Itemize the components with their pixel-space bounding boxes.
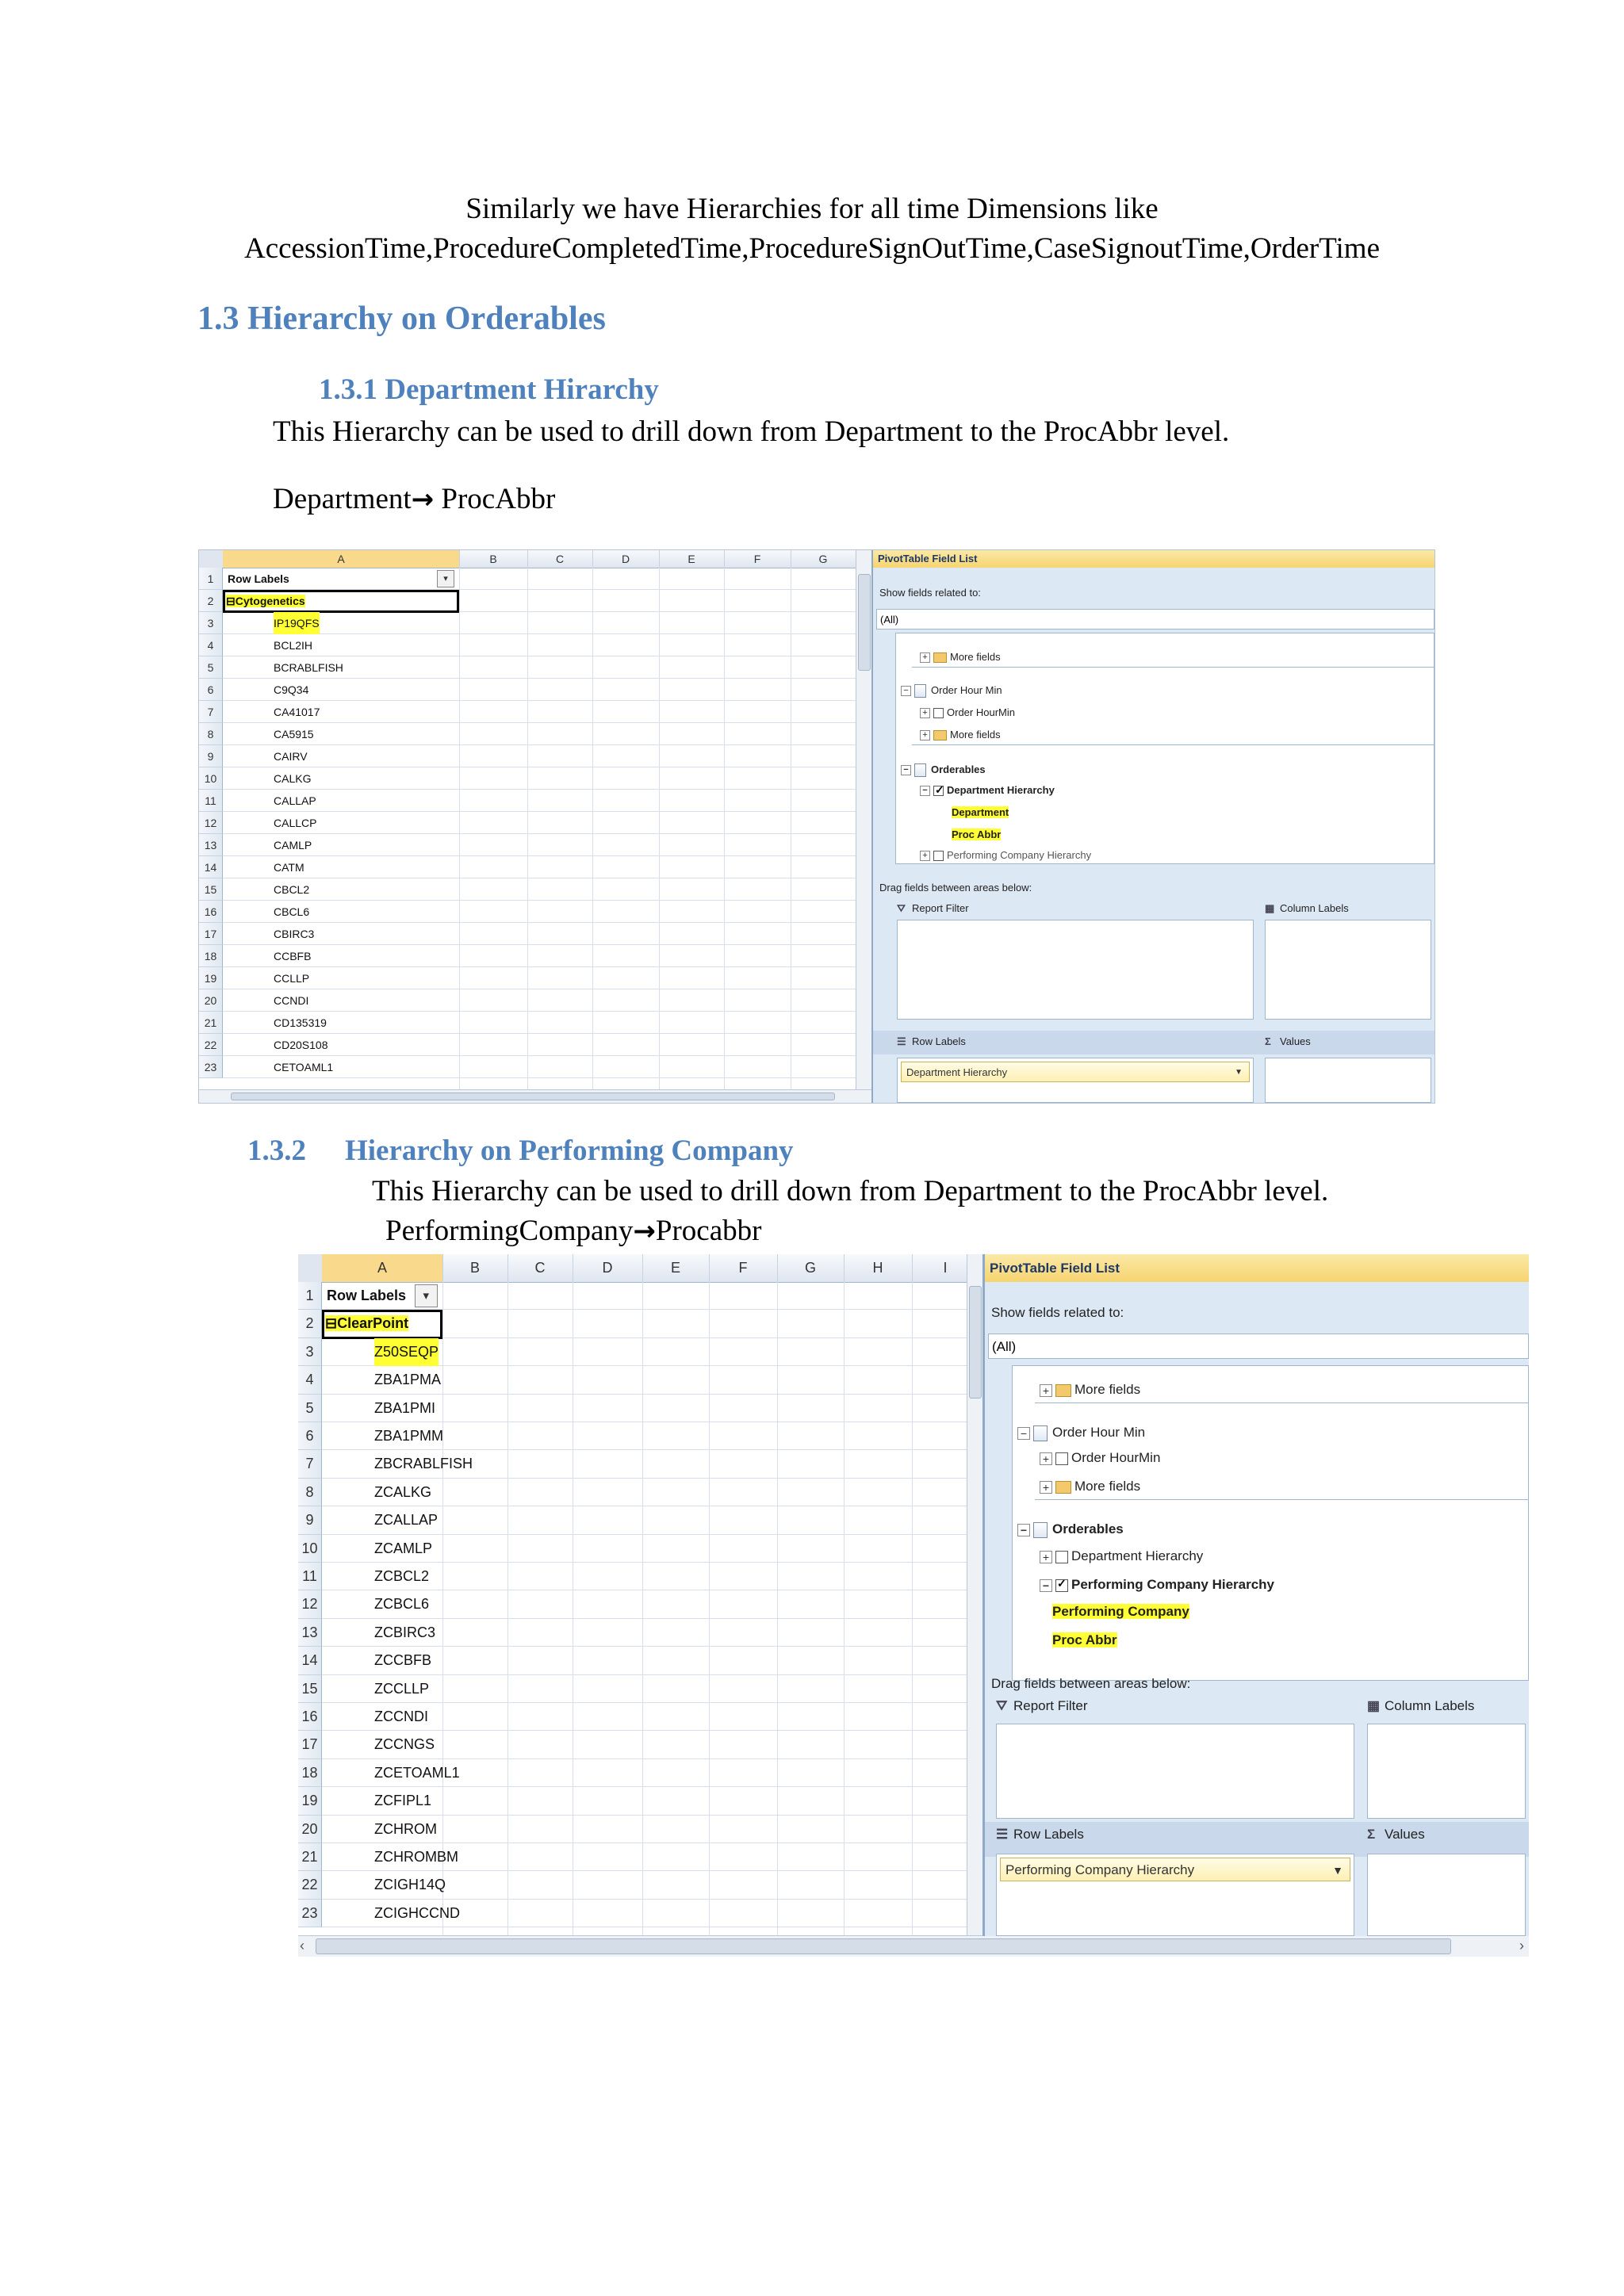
- row-item[interactable]: ZCCNGS: [374, 1736, 435, 1753]
- performing-company-hierarchy-item-label: Performing Company Hierarchy: [947, 849, 1092, 861]
- column-header-g[interactable]: G: [777, 1254, 845, 1282]
- active-cell-selection: [322, 1310, 442, 1338]
- department-level-label: Department: [952, 806, 1009, 818]
- row-item[interactable]: ZCCNDI: [374, 1709, 428, 1724]
- performing-company-hierarchy-item[interactable]: [920, 849, 1091, 861]
- order-hour-min-item-label: Order HourMin: [1071, 1450, 1161, 1465]
- row-item[interactable]: ZCHROMBM: [374, 1849, 458, 1865]
- row-item[interactable]: ZCBCL6: [374, 1596, 430, 1613]
- values-header-label: Values: [1280, 1035, 1311, 1047]
- order-hour-min-item[interactable]: [920, 706, 1015, 718]
- more-fields-item[interactable]: [1040, 1479, 1140, 1494]
- collapse-icon[interactable]: −: [901, 765, 911, 775]
- row-item[interactable]: ZBCRABLFISH: [374, 1456, 473, 1472]
- select-all-corner[interactable]: [298, 1254, 323, 1282]
- table-icon: [1033, 1522, 1048, 1538]
- row-field-chip[interactable]: [901, 1062, 1250, 1082]
- orderables-group-label: Orderables: [931, 763, 986, 775]
- department-level[interactable]: [952, 806, 1009, 818]
- department-path: [273, 480, 555, 519]
- expand-icon[interactable]: +: [920, 730, 930, 740]
- row-item[interactable]: CAMLP: [274, 839, 312, 851]
- show-fields-dropdown[interactable]: (All): [988, 1334, 1529, 1359]
- row-number[interactable]: 21: [199, 1012, 223, 1034]
- collapse-icon[interactable]: −: [901, 686, 911, 696]
- pivot-field-list-title: PivotTable Field List: [873, 550, 1434, 568]
- path-to: ProcAbbr: [434, 483, 556, 515]
- row-item[interactable]: CBCL6: [274, 905, 310, 918]
- row-item[interactable]: CCLLP: [274, 972, 310, 985]
- proc-abbr-level-label: Proc Abbr: [952, 828, 1002, 840]
- row-number[interactable]: 6: [298, 1422, 322, 1450]
- row-item[interactable]: CA41017: [274, 706, 320, 718]
- row-labels-header: Row Labels: [228, 572, 289, 585]
- worksheet-horizontal-scrollbar[interactable]: [298, 1935, 1529, 1957]
- folder-icon: [933, 730, 947, 740]
- section-1-3-1-body: This Hierarchy can be used to drill down from Department to the ProcAbbr level.: [273, 415, 1230, 448]
- row-number[interactable]: 10: [199, 767, 223, 790]
- row-item[interactable]: ZCFIPL1: [374, 1793, 432, 1809]
- column-header-bar: [298, 1254, 967, 1283]
- collapse-icon[interactable]: −: [920, 786, 930, 796]
- checkbox-checked-icon[interactable]: [933, 786, 944, 796]
- row-labels-header: [897, 1035, 966, 1048]
- row-number[interactable]: 21: [298, 1843, 322, 1871]
- row-number[interactable]: 18: [199, 945, 223, 967]
- row-item[interactable]: ZCHROM: [374, 1820, 437, 1837]
- show-fields-label: Show fields related to:: [991, 1305, 1124, 1320]
- values-area[interactable]: [1367, 1854, 1526, 1936]
- section-1-3-2-body: This Hierarchy can be used to drill down from Department to the ProcAbbr level.: [372, 1175, 1329, 1207]
- values-header: [1367, 1827, 1425, 1843]
- row-item[interactable]: CBIRC3: [274, 928, 315, 940]
- row-item[interactable]: BCL2IH: [274, 639, 313, 652]
- column-header-h[interactable]: H: [844, 1254, 913, 1282]
- column-labels-header-label: Column Labels: [1280, 902, 1349, 914]
- folder-icon: [1055, 1481, 1071, 1494]
- report-filter-area[interactable]: [897, 920, 1254, 1020]
- column-header-c[interactable]: C: [527, 550, 593, 568]
- row-item[interactable]: CBCL2: [274, 883, 310, 896]
- row-item[interactable]: ZBA1PMM: [374, 1428, 444, 1444]
- table-icon: [1033, 1425, 1048, 1441]
- row-number[interactable]: 1: [298, 1282, 322, 1310]
- row-field-chip[interactable]: [1000, 1858, 1350, 1881]
- row-item[interactable]: ZCBIRC3: [374, 1624, 436, 1640]
- row-number[interactable]: 2: [298, 1310, 322, 1337]
- row-number[interactable]: 14: [199, 856, 223, 878]
- row-item[interactable]: ZCBCL2: [374, 1568, 430, 1584]
- pivot-field-list-title: PivotTable Field List: [985, 1254, 1529, 1282]
- row-number[interactable]: 8: [199, 723, 223, 745]
- row-item[interactable]: CETOAML1: [274, 1061, 334, 1073]
- order-hour-min-group-label: Order Hour Min: [1052, 1425, 1146, 1440]
- row-field-label: Department Hierarchy: [906, 1066, 1008, 1078]
- expand-icon[interactable]: +: [920, 851, 930, 861]
- pivot-field-list-pane: [871, 550, 1434, 1103]
- row-number[interactable]: 20: [298, 1816, 322, 1843]
- department-hierarchy-item[interactable]: [1040, 1548, 1203, 1564]
- column-labels-header-label: Column Labels: [1385, 1698, 1475, 1713]
- more-fields-item-label: More fields: [950, 729, 1001, 740]
- row-number[interactable]: 13: [199, 834, 223, 856]
- row-number[interactable]: 16: [298, 1703, 322, 1731]
- worksheet: [298, 1254, 967, 1936]
- row-number[interactable]: 3: [298, 1338, 322, 1366]
- row-number[interactable]: 5: [199, 656, 223, 679]
- collapse-icon[interactable]: −: [1040, 1579, 1052, 1592]
- row-item[interactable]: CD20S108: [274, 1039, 328, 1051]
- folder-icon: [1055, 1384, 1071, 1397]
- column-header-b[interactable]: B: [459, 550, 528, 568]
- performing-company-level-label: Performing Company: [1052, 1604, 1189, 1619]
- row-item[interactable]: ZCCBFB: [374, 1652, 431, 1669]
- dropdown-arrow-icon[interactable]: ▼: [1332, 1864, 1343, 1877]
- expand-icon[interactable]: +: [920, 708, 930, 718]
- collapse-icon[interactable]: −: [1017, 1524, 1030, 1536]
- table-icon: [914, 763, 926, 777]
- row-number[interactable]: 2: [199, 590, 223, 612]
- expand-icon[interactable]: +: [1040, 1481, 1052, 1494]
- drag-fields-label: Drag fields between areas below:: [879, 882, 1032, 894]
- report-filter-header: [996, 1698, 1088, 1714]
- row-number[interactable]: 4: [298, 1366, 322, 1394]
- collapse-icon[interactable]: ⊟: [226, 595, 236, 607]
- section-1-3-2-number: 1.3.2: [247, 1135, 306, 1167]
- more-fields-item-label: More fields: [950, 651, 1001, 663]
- row-number[interactable]: 20: [199, 989, 223, 1012]
- folder-icon: [933, 652, 947, 663]
- section-1-3-1-heading: 1.3.1 Department Hirarchy: [319, 373, 659, 406]
- orderables-group[interactable]: [1017, 1521, 1124, 1538]
- columns-icon: ▦: [1367, 1698, 1381, 1713]
- expand-icon[interactable]: +: [1040, 1384, 1052, 1397]
- excel-screenshot-department: [198, 549, 1435, 1104]
- department-hierarchy-item-label: Department Hierarchy: [1071, 1548, 1204, 1563]
- row-number[interactable]: 22: [298, 1871, 322, 1899]
- active-cell-selection: [223, 590, 459, 613]
- row-number[interactable]: 15: [199, 878, 223, 901]
- row-item[interactable]: CA5915: [274, 728, 314, 740]
- row-item[interactable]: ZCETOAML1: [374, 1764, 460, 1781]
- excel-screenshot-performing-company: [298, 1254, 1529, 1957]
- more-fields-item-label: More fields: [1074, 1382, 1141, 1397]
- proc-abbr-level-label: Proc Abbr: [1052, 1632, 1117, 1647]
- order-hour-min-group[interactable]: [1017, 1425, 1145, 1441]
- expand-icon[interactable]: +: [1040, 1551, 1052, 1563]
- column-header-d[interactable]: D: [573, 1254, 643, 1282]
- row-field-label: Performing Company Hierarchy: [1005, 1862, 1195, 1877]
- column-header-bar: [199, 550, 856, 568]
- row-number[interactable]: 10: [298, 1535, 322, 1563]
- order-hour-min-item[interactable]: [1040, 1450, 1160, 1466]
- performing-company-hierarchy-item[interactable]: [1040, 1577, 1274, 1593]
- checkbox-icon[interactable]: [1055, 1452, 1068, 1465]
- field-list: [1012, 1365, 1529, 1681]
- column-header-g[interactable]: G: [791, 550, 856, 568]
- column-header-b[interactable]: B: [442, 1254, 508, 1282]
- filter-icon: ⛛: [897, 902, 906, 914]
- row-number[interactable]: 18: [298, 1759, 322, 1787]
- row-labels-area[interactable]: [897, 1058, 1254, 1103]
- checkbox-icon[interactable]: [933, 851, 944, 861]
- drag-fields-label: Drag fields between areas below:: [991, 1676, 1191, 1691]
- worksheet-vertical-scrollbar[interactable]: [856, 550, 872, 1103]
- right-arrow-icon: →: [633, 1215, 656, 1247]
- field-list: [895, 633, 1434, 864]
- more-fields-item[interactable]: [920, 729, 1001, 740]
- path-to: Procabbr: [655, 1215, 762, 1247]
- column-header-i[interactable]: I: [912, 1254, 967, 1282]
- row-number[interactable]: 23: [298, 1900, 322, 1927]
- rows-icon: ☰: [897, 1035, 906, 1047]
- section-1-3-2-heading: Hierarchy on Performing Company: [345, 1135, 794, 1167]
- column-header-a[interactable]: A: [322, 1254, 443, 1282]
- row-number[interactable]: 9: [298, 1506, 322, 1534]
- row-labels-header-label: Row Labels: [1013, 1827, 1084, 1842]
- values-area[interactable]: [1265, 1058, 1431, 1103]
- worksheet-vertical-scrollbar[interactable]: [967, 1254, 983, 1936]
- row-item[interactable]: CALKG: [274, 772, 312, 785]
- group-name: Cytogenetics: [235, 595, 305, 607]
- values-header-label: Values: [1385, 1827, 1425, 1842]
- checkbox-icon[interactable]: [1055, 1551, 1068, 1563]
- row-item[interactable]: CD135319: [274, 1016, 327, 1029]
- performing-company-path: [385, 1211, 761, 1251]
- row-number[interactable]: 5: [298, 1395, 322, 1422]
- sigma-icon: Σ: [1265, 1035, 1271, 1047]
- row-item[interactable]: ZCALKG: [374, 1483, 432, 1500]
- rows-icon: ☰: [996, 1827, 1009, 1842]
- row-labels-header-label: Row Labels: [912, 1035, 966, 1047]
- row-number[interactable]: 19: [298, 1787, 322, 1815]
- row-labels-area[interactable]: [996, 1854, 1354, 1936]
- row-number[interactable]: 12: [199, 812, 223, 834]
- performing-company-hierarchy-item-label: Performing Company Hierarchy: [1071, 1577, 1275, 1592]
- column-header-e[interactable]: E: [642, 1254, 710, 1282]
- row-labels-header: Row Labels: [327, 1288, 407, 1303]
- column-header-d[interactable]: D: [592, 550, 660, 568]
- proc-abbr-level[interactable]: [952, 828, 1001, 840]
- orderables-group-label: Orderables: [1052, 1521, 1124, 1536]
- row-item[interactable]: BCRABLFISH: [274, 661, 343, 674]
- row-item[interactable]: ZCALLAP: [374, 1512, 439, 1529]
- show-fields-dropdown[interactable]: (All): [876, 609, 1434, 629]
- column-header-a[interactable]: A: [223, 550, 460, 568]
- values-header: [1265, 1035, 1311, 1047]
- row-number[interactable]: 16: [199, 901, 223, 923]
- column-header-c[interactable]: C: [508, 1254, 573, 1282]
- row-item[interactable]: CATM: [274, 861, 304, 874]
- row-number[interactable]: 17: [199, 923, 223, 945]
- show-fields-label: Show fields related to:: [879, 587, 981, 599]
- row-item[interactable]: ZCIGHCCND: [374, 1904, 460, 1921]
- department-hierarchy-item-label: Department Hierarchy: [947, 784, 1055, 796]
- row-number[interactable]: 11: [298, 1563, 322, 1590]
- collapse-icon[interactable]: ⊟: [325, 1315, 338, 1332]
- row-item[interactable]: CCBFB: [274, 950, 312, 962]
- order-hour-min-group-label: Order Hour Min: [931, 684, 1002, 696]
- row-item[interactable]: C9Q34: [274, 683, 309, 696]
- expand-icon[interactable]: +: [1040, 1452, 1052, 1465]
- right-arrow-icon: →: [411, 484, 435, 515]
- collapse-icon[interactable]: −: [1017, 1427, 1030, 1440]
- row-labels-header: [996, 1827, 1084, 1843]
- row-item[interactable]: Z50SEQP: [374, 1338, 439, 1366]
- path-from: PerformingCompany: [385, 1215, 634, 1247]
- select-all-corner[interactable]: [199, 550, 224, 568]
- row-number[interactable]: 4: [199, 634, 223, 656]
- performing-company-level[interactable]: [1052, 1604, 1189, 1620]
- row-number[interactable]: 22: [199, 1034, 223, 1056]
- order-hour-min-item-label: Order HourMin: [947, 706, 1015, 718]
- row-number[interactable]: 6: [199, 679, 223, 701]
- checkbox-checked-icon[interactable]: [1055, 1579, 1068, 1592]
- row-item[interactable]: CALLCP: [274, 817, 317, 829]
- more-fields-item-label: More fields: [1074, 1479, 1141, 1494]
- orderables-group[interactable]: [901, 763, 986, 777]
- row-number[interactable]: 23: [199, 1056, 223, 1078]
- row-labels-filter-button[interactable]: ▾: [437, 570, 454, 587]
- intro-line-1: Similarly we have Hierarchies for all time Dimensions like: [465, 193, 1159, 225]
- worksheet-horizontal-scrollbar[interactable]: [199, 1089, 871, 1103]
- row-item[interactable]: ZCIGH14Q: [374, 1877, 446, 1893]
- order-hour-min-group[interactable]: [901, 684, 1002, 698]
- proc-abbr-level[interactable]: [1052, 1632, 1117, 1648]
- row-number[interactable]: 12: [298, 1590, 322, 1618]
- row-number[interactable]: 7: [298, 1450, 322, 1478]
- row-labels-filter-button[interactable]: ▾: [415, 1284, 438, 1307]
- row-number[interactable]: 14: [298, 1647, 322, 1674]
- column-labels-header: [1265, 902, 1349, 915]
- report-filter-area[interactable]: [996, 1724, 1354, 1819]
- row-number[interactable]: 7: [199, 701, 223, 723]
- column-header-f[interactable]: F: [709, 1254, 778, 1282]
- row-number[interactable]: 3: [199, 612, 223, 634]
- row-item[interactable]: CALLAP: [274, 794, 316, 807]
- row-number[interactable]: 1: [199, 568, 223, 590]
- column-labels-header: [1367, 1698, 1474, 1714]
- row-item[interactable]: ZCCLLP: [374, 1680, 430, 1697]
- more-fields-item[interactable]: [920, 651, 1001, 663]
- row-number[interactable]: 13: [298, 1619, 322, 1647]
- row-item[interactable]: ZBA1PMA: [374, 1372, 442, 1388]
- report-filter-header: [897, 902, 969, 915]
- row-item[interactable]: IP19QFS: [274, 612, 320, 634]
- row-number[interactable]: 9: [199, 745, 223, 767]
- column-labels-area[interactable]: [1367, 1724, 1526, 1819]
- more-fields-item[interactable]: [1040, 1382, 1140, 1398]
- row-number[interactable]: 17: [298, 1731, 322, 1758]
- report-filter-header-label: Report Filter: [1013, 1698, 1088, 1713]
- path-from: Department: [273, 483, 412, 515]
- row-item[interactable]: CAIRV: [274, 750, 308, 763]
- scroll-right-icon[interactable]: ›: [1519, 1938, 1524, 1954]
- row-number[interactable]: 19: [199, 967, 223, 989]
- row-number[interactable]: 15: [298, 1675, 322, 1703]
- checkbox-icon[interactable]: [933, 708, 944, 718]
- column-labels-area[interactable]: [1265, 920, 1431, 1020]
- dropdown-arrow-icon[interactable]: ▼: [1235, 1068, 1243, 1077]
- scroll-left-icon[interactable]: ‹: [300, 1938, 304, 1954]
- section-1-3-heading: 1.3 Hierarchy on Orderables: [197, 300, 606, 337]
- row-number[interactable]: 11: [199, 790, 223, 812]
- column-header-f[interactable]: F: [724, 550, 791, 568]
- row-item[interactable]: CCNDI: [274, 994, 309, 1007]
- department-hierarchy-item[interactable]: [920, 784, 1055, 796]
- sigma-icon: Σ: [1367, 1827, 1376, 1842]
- row-item[interactable]: ZBA1PMI: [374, 1399, 436, 1416]
- group-name: ClearPoint: [337, 1315, 409, 1332]
- table-icon: [914, 684, 926, 698]
- intro-line-2: AccessionTime,ProcedureCompletedTime,ProcedureSignOutTime,CaseSignoutTime,OrderTime: [243, 232, 1380, 265]
- report-filter-header-label: Report Filter: [912, 902, 969, 914]
- columns-icon: ▦: [1265, 902, 1275, 914]
- row-item[interactable]: ZCAMLP: [374, 1540, 433, 1556]
- filter-icon: ⛛: [996, 1698, 1008, 1713]
- expand-icon[interactable]: +: [920, 652, 930, 663]
- worksheet: [199, 550, 856, 1103]
- pivot-field-list-pane: [982, 1254, 1529, 1936]
- column-header-e[interactable]: E: [659, 550, 725, 568]
- row-number[interactable]: 8: [298, 1479, 322, 1506]
